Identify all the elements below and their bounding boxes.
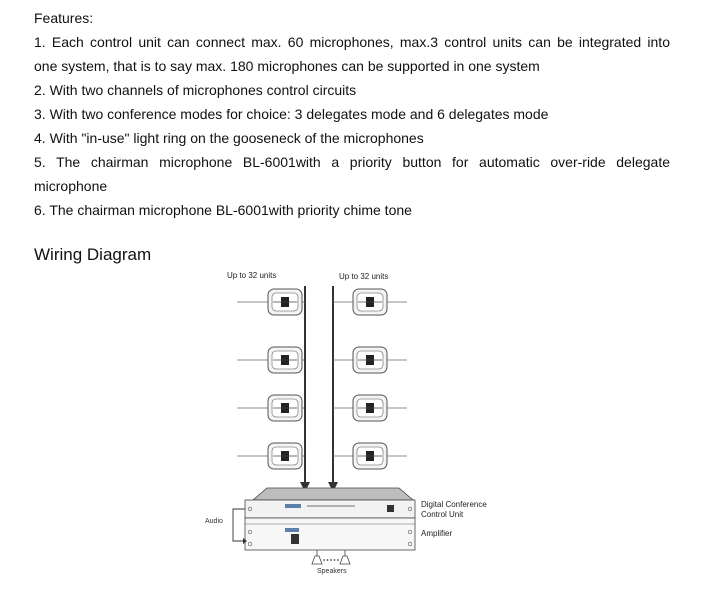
microphone-icon	[353, 347, 387, 373]
features-section	[34, 6, 670, 222]
features-heading: Features:	[34, 10, 94, 26]
feature-line-4: 3. With two conference modes for choice: 3 delegates mode and 6 delegates mode	[34, 106, 549, 122]
microphone-icon	[268, 443, 302, 469]
speakers-label: Speakers	[317, 568, 347, 575]
amplifier-device	[245, 518, 415, 550]
wiring-diagram-graphic	[195, 266, 515, 580]
control-unit-label-line-2: Control Unit	[421, 510, 464, 519]
left-microphone-column	[237, 289, 305, 469]
microphone-icon	[353, 395, 387, 421]
microphone-icon	[353, 289, 387, 315]
microphone-icon	[268, 289, 302, 315]
control-unit-label-line-1: Digital Conference	[421, 500, 487, 509]
microphone-icon	[268, 395, 302, 421]
microphone-icon	[353, 443, 387, 469]
feature-line-1: 1. Each control unit can connect max. 60 microphones, max.3 control units can be integrated into	[34, 34, 670, 50]
feature-line-2: one system, that is to say max. 180 microphones can be supported in one system	[34, 58, 540, 74]
wiring-diagram-title: Wiring Diagram	[34, 245, 152, 264]
wiring-diagram	[195, 266, 515, 580]
left-units-label: Up to 32 units	[227, 271, 277, 280]
feature-line-7: microphone	[34, 178, 108, 194]
feature-line-8: 6. The chairman microphone BL-6001with priority chime tone	[34, 202, 412, 218]
speakers-icon	[312, 550, 350, 564]
feature-line-6: 5. The chairman microphone BL-6001with a priority button for automatic over-ride delegate	[34, 154, 670, 170]
control-unit-device	[245, 488, 415, 518]
feature-line-5: 4. With "in-use" light ring on the gooseneck of the microphones	[34, 130, 424, 146]
microphone-icon	[268, 347, 302, 373]
amplifier-label: Amplifier	[421, 529, 453, 538]
right-units-label: Up to 32 units	[339, 272, 389, 281]
right-microphone-column	[333, 289, 407, 469]
feature-line-3: 2. With two channels of microphones control circuits	[34, 82, 357, 98]
audio-label: Audio	[205, 518, 223, 525]
